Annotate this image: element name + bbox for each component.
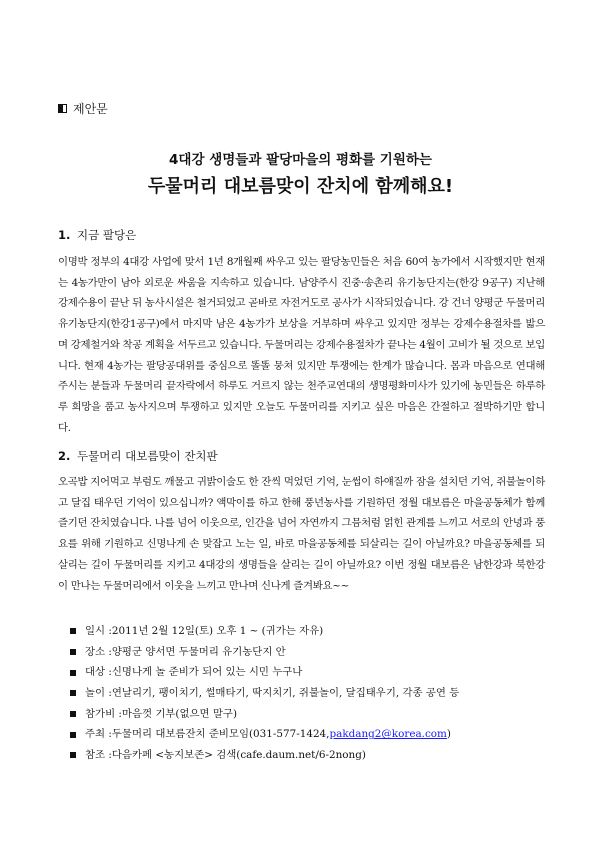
info-value: 두물머리 대보름잔치 준비모임(031-577-1424, [111, 728, 330, 741]
info-label: 장소 : [85, 645, 112, 658]
info-value: 양평군 양서면 두물머리 유기농단지 안 [111, 645, 286, 658]
info-value: 다음카페 <농지보존> 검색(cafe.daum.net/6-2nong) [111, 749, 366, 762]
info-value: 신명나게 놀 준비가 되어 있는 시민 누구나 [111, 666, 303, 679]
section-1-heading [58, 227, 136, 243]
document-subtitle: 4대강 생명들과 팔당마을의 평화를 기원하는 [169, 152, 432, 168]
info-item-organizer [70, 724, 550, 745]
section-1-title: 지금 팔당은 [77, 228, 137, 242]
info-item-place [70, 642, 550, 663]
section-2-heading [58, 448, 218, 464]
info-item-audience [70, 662, 550, 683]
info-label: 주최 : [85, 728, 112, 741]
proposal-label: 제안문 [73, 102, 108, 116]
section-2-body: 오곡밥 지어먹고 부럼도 깨물고 귀밝이술도 한 잔씩 먹었던 기억, 눈썹이 하얘질까 잠을 설치던 기억, 쥐불놀이하고 달집 태우던 기억이 있으십니까? 액막이를 하고 한해 풍년농사를 기원하던 정월 대보름은 마을공동체가 함께 즐기던 잔치였습니다. 나를 넘어 이웃으로, 인간을 넘어 자연까지 그믐처럼 얽힌 관계를 느끼고 서로의 안녕과 풍요를 위해 기원하고 신명나게 손 맞잡고 노는 일, 바로 마을공동체를 되살리는 길이 아닐까요? 마을공동체를 되살리는 길이 두물머리를 지키고 4대강의 생명들을 살리는 길이 아닐까요? 이번 정월 대보름은 남한강과 북한강이 만나는 두물머리에서 이웃을 느끼고 만나며 신나게 즐겨봐요~~ [58, 476, 545, 592]
info-item-date [70, 621, 550, 642]
info-item-reference [70, 745, 550, 766]
info-value: 마음껏 기부(없으면 말구) [121, 707, 238, 720]
square-bullet-icon [70, 711, 76, 717]
square-bullet-icon [70, 649, 76, 655]
info-label: 대상 : [85, 666, 112, 679]
document-title: 두물머리 대보름맞이 잔치에 함께해요! [147, 176, 454, 197]
event-info-list [70, 621, 550, 766]
section-2-title: 두물머리 대보름맞이 잔치판 [77, 449, 218, 463]
square-bullet-icon [70, 752, 76, 758]
section-2-number: 2. [58, 449, 71, 463]
info-item-games [70, 683, 550, 704]
proposal-header [58, 100, 108, 117]
section-1-body: 이명박 정부의 4대강 사업에 맞서 1년 8개월째 싸우고 있는 팔당농민들은 처음 60여 농가에서 시작했지만 현재는 4농가만이 남아 외로운 싸움을 지속하고 있습니다. 남양주시 진중·송촌리 유기농단지는(한강 9공구) 지난해 강제수용이 끝난 뒤 농사시설은 철거되었고 곧바로 자전거도로 공사가 시작되었습니다. 강 건너 양평군 두물머리 유기농단지(한강1공구)에서 마지막 남은 4농가가 보상을 거부하며 싸우고 있지만 정부는 강제수용절차를 밟으며 강제철거와 착공 계획을 서두르고 있습니다. 두물머리는 강제수용절차가 끝나는 4월이 고비가 될 것으로 보입니다. 현재 4농가는 팔당공대위를 중심으로 똘똘 뭉쳐 있지만 투쟁에는 한계가 많습니다. 몸과 마음으로 연대해주시는 분들과 두물머리 끝자락에서 하루도 거르지 않는 천주교연대의 생명평화미사가 있기에 농민들은 하루하루 희망을 품고 농사지으며 투쟁하고 있지만 오늘도 두물머리를 지키고 싶은 마음은 간절하고 절박하기만 합니다. [58, 256, 545, 434]
square-bullet-icon [70, 690, 76, 696]
info-label: 참가비 : [85, 707, 122, 720]
info-value: 연날리기, 팽이치기, 썰매타기, 딱지치기, 쥐불놀이, 달집태우기, 각종 공연 등 [111, 687, 460, 700]
square-bullet-icon [70, 670, 76, 676]
square-bullet-icon [70, 628, 76, 634]
info-value-suffix: ) [446, 728, 451, 741]
info-label: 놀이 : [85, 687, 112, 700]
square-bullet-icon [70, 732, 76, 738]
info-label: 일시 : [85, 625, 112, 637]
info-label: 참조 : [85, 749, 112, 762]
info-item-fee [70, 704, 550, 725]
organizer-email-link[interactable]: pakdang2@korea.com [329, 728, 447, 741]
section-1-number: 1. [58, 228, 71, 242]
half-filled-square-icon [58, 104, 67, 113]
info-value: 2011년 2월 12일(토) 오후 1 ~ (귀가는 자유) [111, 625, 324, 637]
